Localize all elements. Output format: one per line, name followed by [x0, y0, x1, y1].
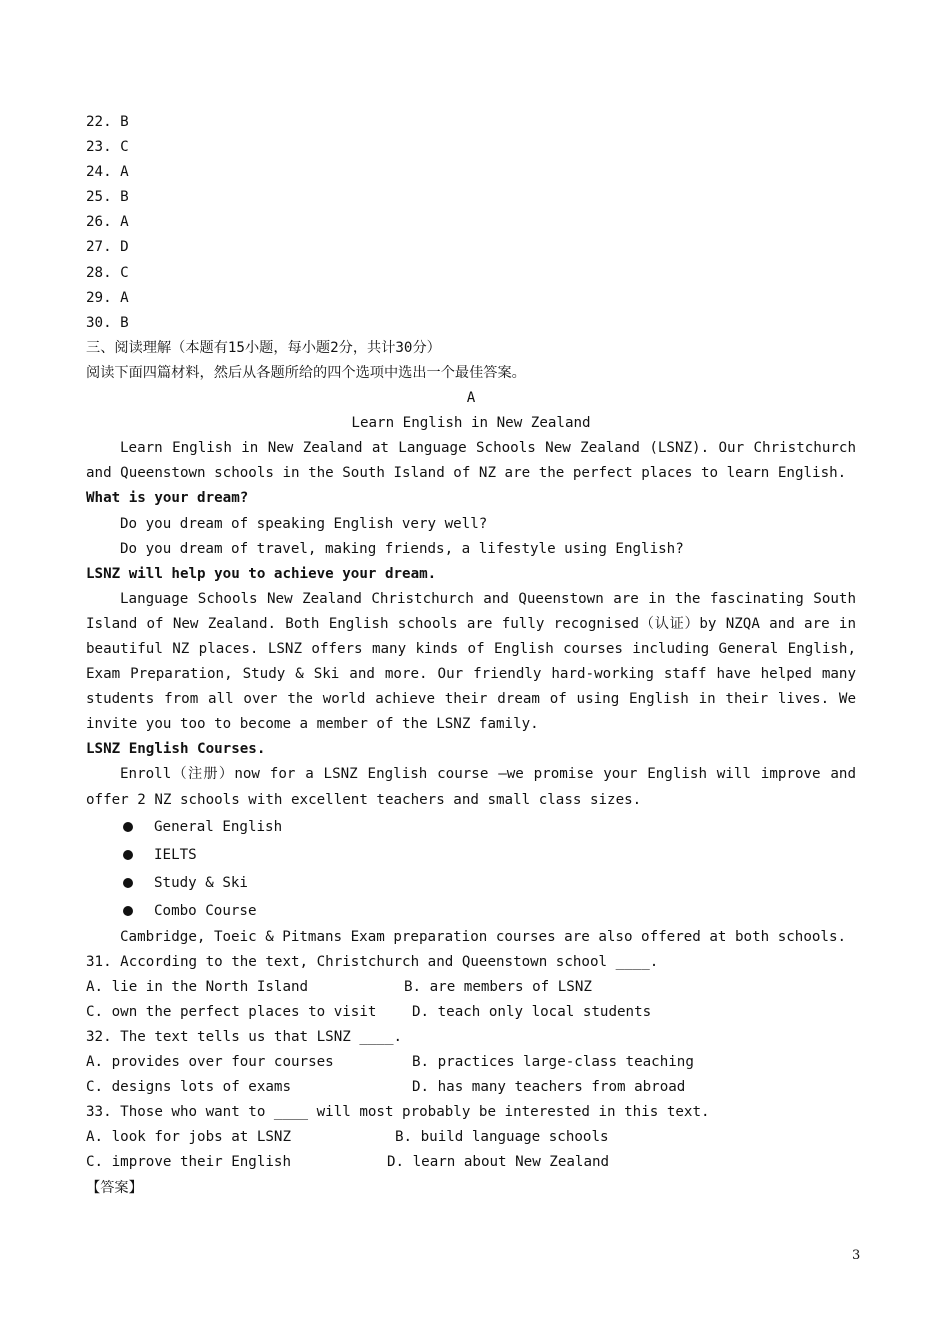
option-b: B. are members of LSNZ: [404, 978, 592, 995]
answer-line: 29. A: [86, 289, 129, 306]
answer-line: 25. B: [86, 189, 129, 206]
option-row: [86, 1050, 856, 1075]
subheading-courses: LSNZ English Courses.: [86, 741, 266, 758]
previous-answers: [86, 110, 856, 336]
question-stem: 32. The text tells us that LSNZ ____.: [86, 1029, 403, 1045]
answer-line: 27. D: [86, 239, 129, 256]
answer-line: 28. C: [86, 264, 129, 281]
section-instruction: 阅读下面四篇材料，然后从各题所给的四个选项中选出一个最佳答案。: [86, 364, 526, 381]
question-stem: 33. Those who want to ____ will most probably be interested in this text.: [86, 1104, 710, 1121]
passage-title: Learn English in New Zealand: [351, 415, 591, 432]
option-a: A. lie in the North Island: [86, 978, 309, 995]
list-item: IELTS: [86, 841, 856, 869]
option-row: [86, 1125, 856, 1150]
answer-label: 【答案】: [86, 1179, 143, 1196]
passage-letter: A: [466, 390, 476, 407]
document-page: [86, 110, 856, 1201]
option-row: [86, 1150, 856, 1175]
page-number: 3: [852, 1248, 861, 1263]
answer-line: 30. B: [86, 314, 129, 331]
section-heading: 三、阅读理解（本题有15小题，每小题2分，共计30分）: [86, 339, 441, 356]
question-32: [86, 1025, 856, 1100]
option-a: A. look for jobs at LSNZ: [86, 1129, 291, 1146]
body-paragraph: Language Schools New Zealand Christchurch and Queenstown are in the fascinating South Island of New Zealand. Both English schools are fully recognised（认证）by NZQA and are in beautiful NZ places. LSNZ offers many kinds of English courses including General English, Exam Preparation, Study & Ski and more. Our friendly hard-working staff have helped many students from all over the world achieve their dream of using English in their lives. We invite you too to become a member of the LSNZ family.: [86, 590, 856, 733]
option-b: B. practices large-class teaching: [412, 1054, 694, 1071]
option-a: A. provides over four courses: [86, 1054, 334, 1071]
list-item: Combo Course: [86, 897, 856, 925]
subheading-help: LSNZ will help you to achieve your dream.: [86, 565, 437, 582]
question-31: [86, 950, 856, 1025]
answer-line: 22. B: [86, 114, 129, 130]
course-list: [86, 813, 856, 925]
option-d: D. learn about New Zealand: [387, 1154, 610, 1171]
bullet-icon: [123, 906, 133, 916]
bullet-icon: [123, 850, 133, 860]
list-item: General English: [86, 813, 856, 841]
option-c: C. designs lots of exams: [86, 1079, 291, 1096]
option-b: B. build language schools: [395, 1129, 609, 1146]
bullet-icon: [123, 878, 133, 888]
option-d: D. teach only local students: [412, 1003, 652, 1020]
closing-line: Cambridge, Toeic & Pitmans Exam preparation courses are also offered at both schools.: [120, 928, 847, 945]
enroll-paragraph: Enroll（注册）now for a LSNZ English course –we promise your English will improve and offer 2 NZ schools with excellent teachers and small class sizes.: [86, 766, 856, 808]
question-33: [86, 1100, 856, 1175]
answer-line: 26. A: [86, 214, 129, 231]
question-stem: 31. According to the text, Christchurch and Queenstown school ____.: [86, 953, 659, 970]
option-row: [86, 1075, 856, 1100]
option-row: [86, 975, 856, 1000]
bullet-icon: [123, 822, 133, 832]
option-c: C. own the perfect places to visit: [86, 1003, 377, 1020]
option-d: D. has many teachers from abroad: [412, 1079, 686, 1096]
option-row: [86, 1000, 856, 1025]
answer-line: 23. C: [86, 139, 129, 156]
option-c: C. improve their English: [86, 1154, 291, 1171]
answer-line: 24. A: [86, 164, 129, 181]
dream-question-1: Do you dream of speaking English very well?: [120, 515, 488, 532]
intro-paragraph: Learn English in New Zealand at Language Schools New Zealand (LSNZ). Our Christchurch and Queenstown schools in the South Island of NZ are the perfect places to learn English.: [86, 440, 856, 482]
subheading-dream: What is your dream?: [86, 490, 249, 507]
dream-question-2: Do you dream of travel, making friends, a lifestyle using English?: [120, 540, 684, 557]
list-item: Study & Ski: [86, 869, 856, 897]
